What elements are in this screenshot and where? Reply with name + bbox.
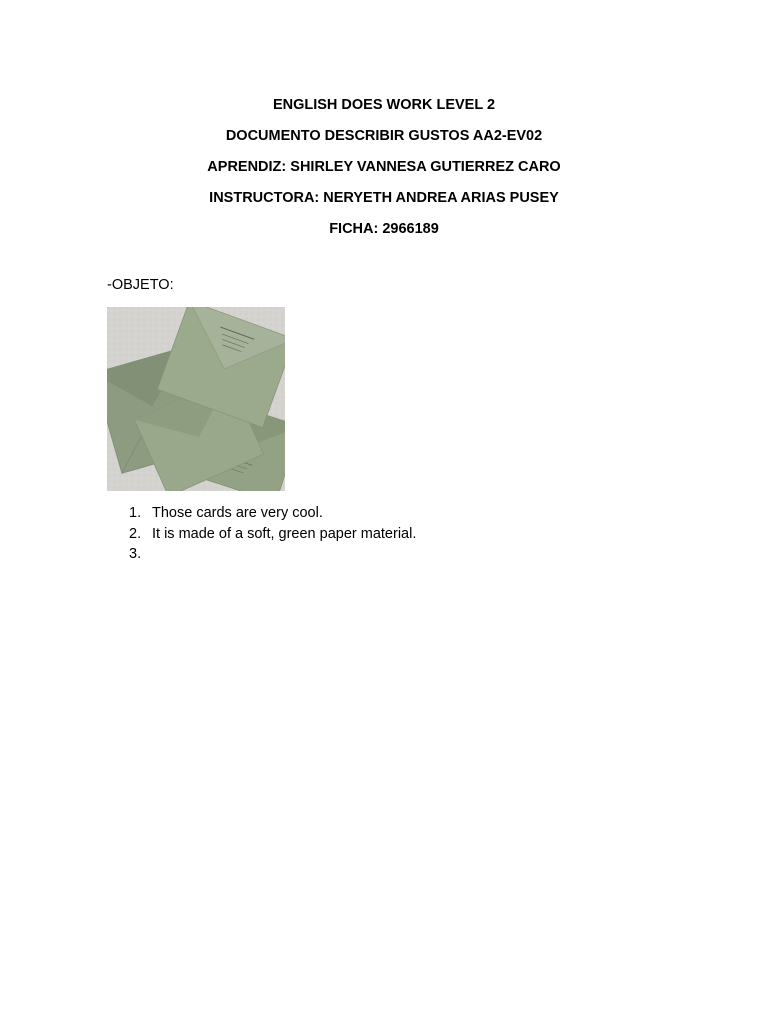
document-header xyxy=(0,90,768,245)
list-item-text: It is made of a soft, green paper material. xyxy=(152,525,417,542)
course-title: ENGLISH DOES WORK LEVEL 2 xyxy=(272,97,496,113)
description-list xyxy=(107,503,667,565)
list-item-number: 1. xyxy=(129,505,142,521)
document-title: DOCUMENTO DESCRIBIR GUSTOS AA2-EV02 xyxy=(225,128,543,144)
list-item xyxy=(107,503,667,524)
object-section-label: -OBJETO: xyxy=(107,277,174,293)
record-number: FICHA: 2966189 xyxy=(329,221,439,237)
list-item xyxy=(107,544,667,565)
list-item xyxy=(107,524,667,545)
instructor-name: INSTRUCTORA: NERYETH ANDREA ARIAS PUSEY xyxy=(209,190,559,206)
list-item-text: Those cards are very cool. xyxy=(152,505,323,521)
apprentice-name: APRENDIZ: SHIRLEY VANNESA GUTIERREZ CARO xyxy=(207,159,561,175)
list-item-number: 2. xyxy=(129,525,142,542)
list-item-number: 3. xyxy=(129,546,142,562)
green-envelopes-photo xyxy=(107,307,285,491)
